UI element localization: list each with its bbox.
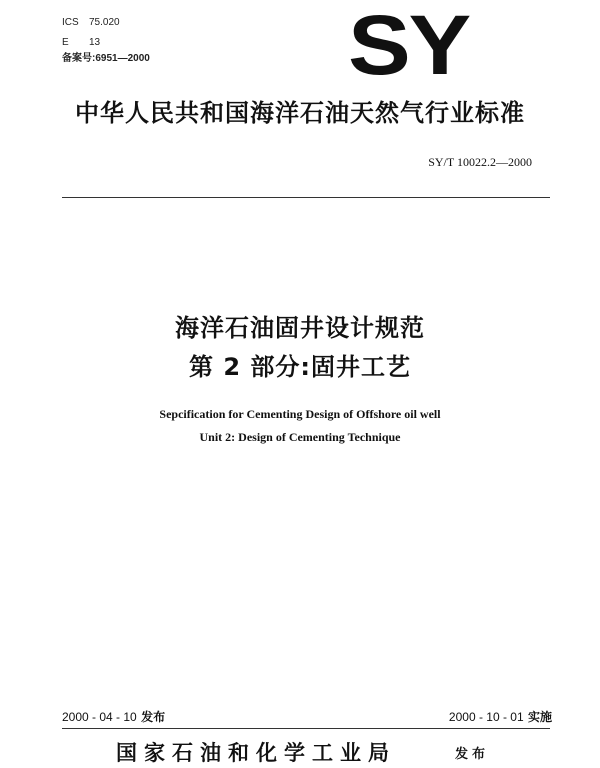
implement-date [449,710,552,724]
issuing-authority: 国家石油和化学工业局 [116,740,396,765]
standard-number: SY/T 10022.2—2000 [428,155,532,169]
category-label: E [62,37,69,48]
sy-logo: SY [348,0,470,92]
implement-date-value: 2000 - 10 - 01 [448,710,524,724]
release-date-value: 2000 - 04 - 10 [62,710,137,724]
category-value: 13 [89,37,101,48]
implement-date-label: 实施 [527,710,552,724]
document-title-line2: 第 2 部分:固井工艺 [188,353,411,381]
english-title-line1: Sepcification for Cementing Design of Offshore oil well [159,407,441,421]
issuer-action: 发布 [455,747,490,762]
ics-value: 75.020 [89,17,120,28]
release-date [62,710,165,724]
category-code [62,37,100,49]
record-label: 备案号 [62,53,92,64]
document-title-line1: 海洋石油固井设计规范 [175,314,425,342]
release-date-label: 发布 [141,710,166,724]
record-number [62,53,150,65]
english-title-line2: Unit 2: Design of Cementing Technique [199,430,401,444]
record-value: :6951—2000 [92,53,150,64]
header-divider [62,197,550,198]
ics-label: ICS [62,17,79,28]
standard-title: 中华人民共和国海洋石油天然气行业标准 [75,99,525,127]
ics-code [62,17,120,29]
footer-divider [62,728,550,729]
